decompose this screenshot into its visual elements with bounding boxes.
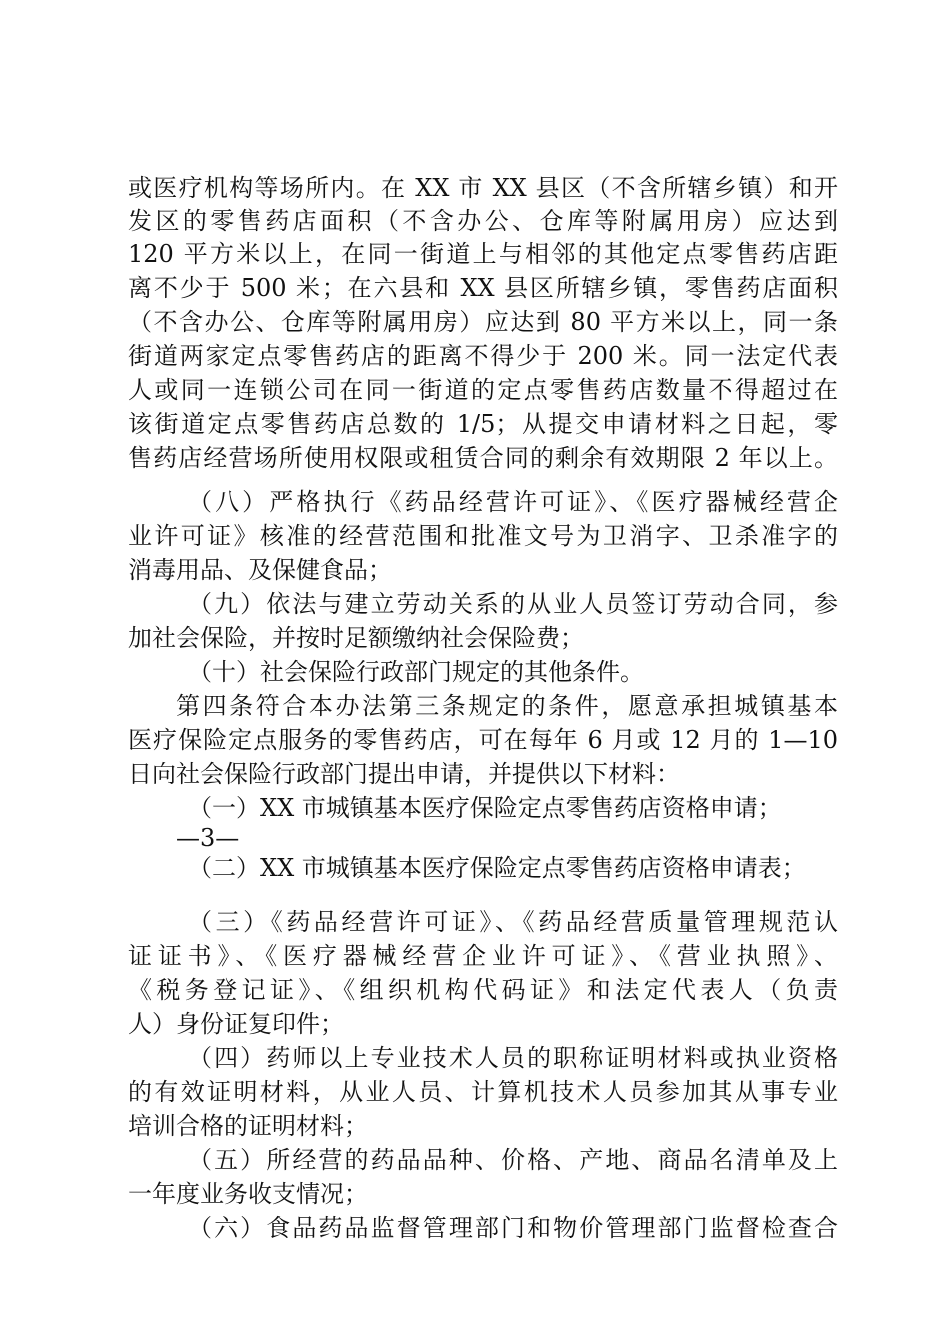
page-number: —3— xyxy=(176,824,240,852)
paragraph-line: 日向社会保险行政部门提出申请，并提供以下材料： xyxy=(128,760,680,788)
paragraph-line: 人或同一连锁公司在同一街道的定点零售药店数量不得超过在 xyxy=(128,376,838,404)
paragraph-line: （九）依法与建立劳动关系的从业人员签订劳动合同，参 xyxy=(188,590,838,618)
paragraph-line: 培训合格的证明材料； xyxy=(128,1112,368,1140)
paragraph-line: 人）身份证复印件； xyxy=(128,1010,344,1038)
paragraph-line: （不含办公、仓库等附属用房）应达到 80 平方米以上，同一条 xyxy=(128,308,838,336)
paragraph-line: 业许可证》核准的经营范围和批准文号为卫消字、卫杀准字的 xyxy=(128,522,838,550)
paragraph-line: 120 平方米以上，在同一街道上与相邻的其他定点零售药店距 xyxy=(128,240,838,268)
paragraph-line: 发区的零售药店面积（不含办公、仓库等附属用房）应达到 xyxy=(128,207,838,235)
paragraph-line: （六）食品药品监督管理部门和物价管理部门监督检查合 xyxy=(188,1214,838,1242)
paragraph-line: 该街道定点零售药店总数的 1/5；从提交申请材料之日起，零 xyxy=(128,410,838,438)
paragraph-line: 街道两家定点零售药店的距离不得少于 200 米。同一法定代表 xyxy=(128,342,838,370)
paragraph-line: 加社会保险，并按时足额缴纳社会保险费； xyxy=(128,624,584,652)
paragraph-line: 离不少于 500 米；在六县和 XX 县区所辖乡镇，零售药店面积 xyxy=(128,274,838,302)
paragraph-line: 证证书》、《医疗器械经营企业许可证》、《营业执照》、 xyxy=(128,942,838,970)
paragraph-line: 《税务登记证》、《组织机构代码证》和法定代表人（负责 xyxy=(128,976,838,1004)
paragraph-line: 消毒用品、及保健食品； xyxy=(128,556,392,584)
paragraph-line: 医疗保险定点服务的零售药店，可在每年 6 月或 12 月的 1—10 xyxy=(128,726,838,754)
paragraph-line: （五）所经营的药品品种、价格、产地、商品名清单及上 xyxy=(188,1146,838,1174)
paragraph-line: 售药店经营场所使用权限或租赁合同的剩余有效期限 2 年以上。 xyxy=(128,444,838,472)
paragraph-line: （二）XX 市城镇基本医疗保险定点零售药店资格申请表； xyxy=(188,854,806,882)
paragraph-line: 或医疗机构等场所内。在 XX 市 XX 县区（不含所辖乡镇）和开 xyxy=(128,174,838,202)
paragraph-line: （三）《药品经营许可证》、《药品经营质量管理规范认 xyxy=(188,908,838,936)
paragraph-line: 一年度业务收支情况； xyxy=(128,1180,368,1208)
paragraph-line: 的有效证明材料，从业人员、计算机技术人员参加其从事专业 xyxy=(128,1078,838,1106)
paragraph-line: （八）严格执行《药品经营许可证》、《医疗器械经营企 xyxy=(188,488,838,516)
paragraph-line: （一）XX 市城镇基本医疗保险定点零售药店资格申请； xyxy=(188,794,782,822)
paragraph-line: （四）药师以上专业技术人员的职称证明材料或执业资格 xyxy=(188,1044,838,1072)
paragraph-line: 第四条符合本办法第三条规定的条件，愿意承担城镇基本 xyxy=(176,692,838,720)
paragraph-line: （十）社会保险行政部门规定的其他条件。 xyxy=(188,658,644,686)
